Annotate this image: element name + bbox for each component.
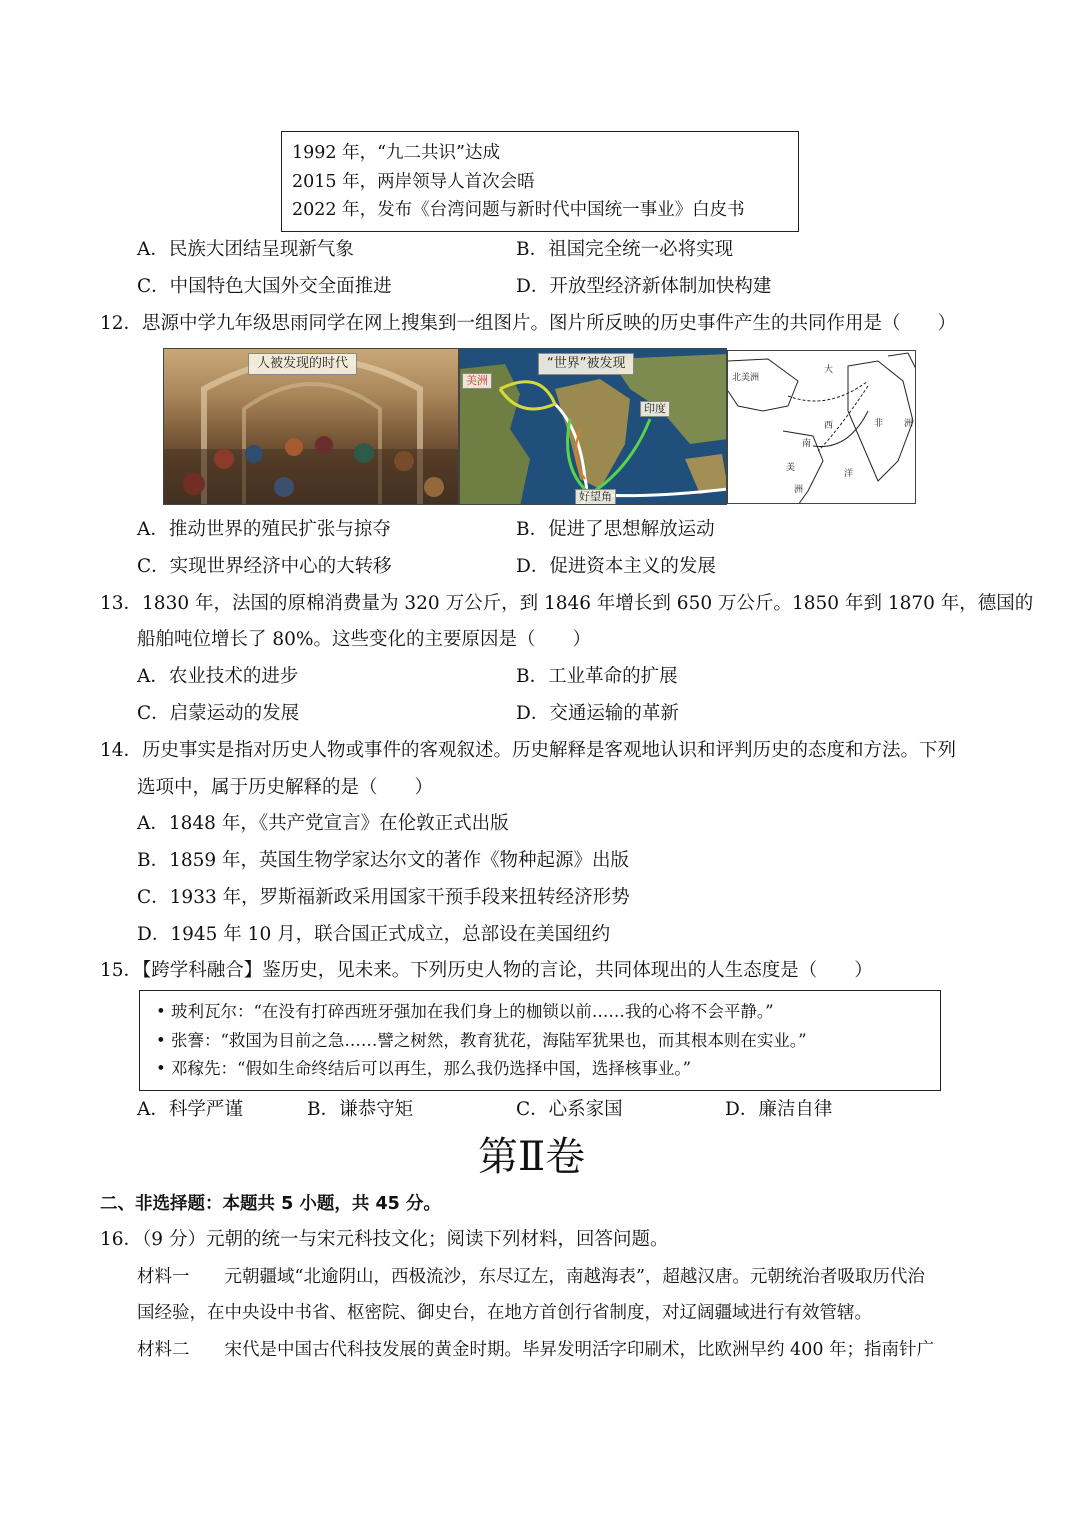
q13-option-b[interactable]: B．工业革命的扩展 [516,666,678,687]
q13-stem-line1: 13．1830 年，法国的原棉消费量为 320 万公斤，到 1846 年增长到 650 万公斤。1850 年到 1870 年，德国的 [100,593,1034,614]
map-caption: “世界”被发现 [538,353,634,375]
q15-option-a[interactable]: A．科学严谨 [137,1099,243,1120]
q15-stem: 15．【跨学科融合】鉴历史，见未来。下列历史人物的言论，共同体现出的人生态度是（ ） [100,960,873,981]
q14-option-b[interactable]: B．1859 年，英国生物学家达尔文的著作《物种起源》出版 [137,850,630,871]
map-label-americas: 美洲 [462,373,492,389]
q13-option-c[interactable]: C．启蒙运动的发展 [137,703,300,724]
q15-option-d[interactable]: D．廉洁自律 [725,1099,833,1120]
q15-option-b[interactable]: B．谦恭守矩 [307,1099,414,1120]
timeline-box [281,131,799,232]
atlantic-route-map-image [727,350,916,504]
q13-option-d[interactable]: D．交通运输的革新 [516,703,679,724]
map-label-india: 印度 [640,401,670,417]
q14-option-c[interactable]: C．1933 年，罗斯福新政采用国家干预手段来扭转经济形势 [137,887,630,908]
q14-stem-line2: 选项中，属于历史解释的是（ ） [137,777,434,798]
route-map-label: 洋 [844,469,854,479]
q12-option-c[interactable]: C．实现世界经济中心的大转移 [137,556,392,577]
route-map-label: 北美洲 [732,373,760,383]
timeline-line: 1992 年，“九二共识”达成 [292,143,500,163]
q11-option-b[interactable]: B．祖国完全统一必将实现 [516,239,734,260]
route-map-label: 非 [874,419,884,429]
q11-option-d[interactable]: D．开放型经济新体制加快构建 [516,276,772,297]
q16-stem: 16．（9 分）元朝的统一与宋元科技文化；阅读下列材料，回答问题。 [100,1229,669,1250]
q13-stem-line2: 船舶吨位增长了 80%。这些变化的主要原因是（ ） [137,629,592,650]
world-map-image [459,348,727,505]
route-map-label: 大 [824,365,834,375]
q12-option-b[interactable]: B．促进了思想解放运动 [516,519,715,540]
material1-line1: 材料一 元朝疆域“北逾阴山，西极流沙，东尽辽左，南越海表”，超越汉唐。元朝统治者吸取历代治 [137,1267,925,1287]
q14-stem-line1: 14．历史事实是指对历史人物或事件的客观叙述。历史解释是客观地认识和评判历史的态度和方法。下列 [100,740,957,761]
map-label-cape: 好望角 [575,489,616,505]
renaissance-painting-image [163,348,459,505]
timeline-line: 2015 年，两岸领导人首次会晤 [292,171,535,192]
q12-option-a[interactable]: A．推动世界的殖民扩张与掠夺 [137,519,391,540]
quote-line: • 张謇：“救国为目前之急……譬之树然，教育犹花，海陆军犹果也，而其根本则在实业。” [156,1030,807,1050]
q12-stem: 12．思源中学九年级思雨同学在网上搜集到一组图片。图片所反映的历史事件产生的共同作用是（ ） [100,313,957,334]
route-map-label: 洲 [904,419,914,429]
quote-line: • 玻利瓦尔：“在没有打碎西班牙强加在我们身上的枷锁以前……我的心将不会平静。” [156,1002,774,1021]
route-map-label: 美 [786,463,796,473]
q14-option-d[interactable]: D．1945 年 10 月，联合国正式成立，总部设在美国纽约 [137,924,611,945]
quote-line: • 邓稼先：“假如生命终结后可以再生，那么我仍选择中国，选择核事业。” [156,1059,692,1078]
q11-option-a[interactable]: A．民族大团结呈现新气象 [137,239,354,260]
q14-option-a[interactable]: A．1848 年，《共产党宣言》在伦敦正式出版 [137,813,509,834]
q15-option-c[interactable]: C．心系家国 [516,1099,623,1120]
material1-line2: 国经验，在中央设中书省、枢密院、御史台，在地方首创行省制度，对辽阔疆域进行有效管辖。 [137,1303,872,1323]
material2-line1: 材料二 宋代是中国古代科技发展的黄金时期。毕昇发明活字印刷术，比欧洲早约 400 年；指南针广 [137,1340,935,1360]
q11-option-c[interactable]: C．中国特色大国外交全面推进 [137,276,392,297]
q12-option-d[interactable]: D．促进资本主义的发展 [516,556,716,577]
part2-title: 第Ⅱ卷 [478,1134,586,1180]
quote-box [139,990,941,1091]
route-map-label: 西 [824,421,834,431]
route-map-label: 南 [802,439,812,449]
painting-caption: 人被发现的时代 [248,353,357,375]
q13-option-a[interactable]: A．农业技术的进步 [137,666,299,687]
timeline-line: 2022 年，发布《台湾问题与新时代中国统一事业》白皮书 [292,200,745,220]
route-map-label: 洲 [794,485,804,495]
section-heading: 二、非选择题：本题共 5 小题，共 45 分。 [100,1194,441,1214]
